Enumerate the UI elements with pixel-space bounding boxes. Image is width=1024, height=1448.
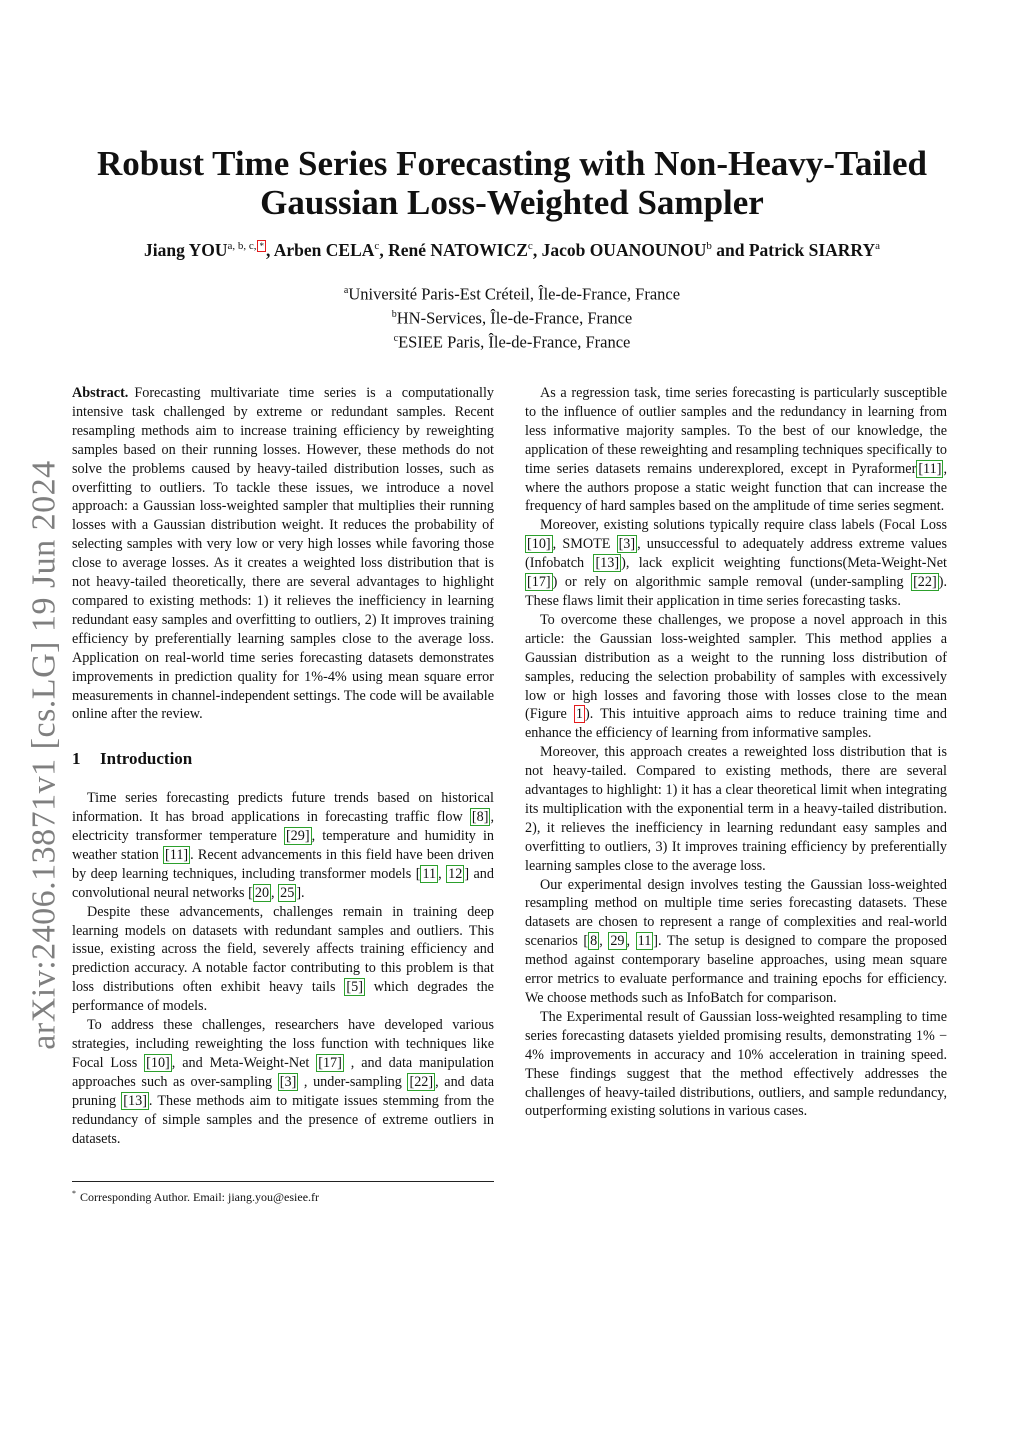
abstract-heading: Abstract. — [72, 385, 129, 401]
citation-link[interactable]: [13] — [595, 555, 620, 572]
paragraph: To address these challenges, researchers have developed various strategies, including reweighting the loss function with techniques like Focal Loss [10] , and Meta-Weight-Net [17] , and data manipulation approaches such as over-sampling [3] , under-sampling [22] , and data pruning [13] . These methods aim to mitigate issues stemming from the redundancy of simple samples and the presence of extreme outliers in datasets. — [72, 1017, 494, 1147]
author-affiliation-mark: a — [875, 240, 880, 253]
author-name: Arben CELA — [273, 240, 375, 260]
paragraph: Moreover, existing solutions typically require class labels (Focal Loss [10] , SMOTE [3] , unsuccessful to adequately address extreme values (Infobatch [13] ), lack explicit weighting functions(Meta-Weight-Net [17] ) or rely on algorithmic sample removal (under-sampling [22] ). These flaws limit their application in time series forecasting tasks. — [525, 517, 947, 609]
affiliation-text: Université Paris-Est Créteil, Île-de-France, France — [348, 284, 681, 304]
footnote-mark: * — [72, 1189, 76, 1198]
affiliation-text: ESIEE Paris, Île-de-France, France — [398, 332, 631, 352]
affiliation-line — [60, 281, 964, 305]
paragraph: As a regression task, time series forecasting is particularly susceptible to the influence of outlier samples and the redundancy in learning from less informative majority samples. To the best of our knowledge, the application of these reweighting and resampling techniques specifically to time series datasets remains underexplored, except in Pyraformer [11] , where the authors propose a static weight function that can increase the frequency of hard samples based on the amplitude of time series segment. — [525, 385, 947, 515]
paragraph: Time series forecasting predicts future trends based on historical information. It has broad applications in forecasting traffic flow [8] , electricity transformer temperature [29] , temperature and humidity in weather station [11] . Recent advancements in this field have been driven by deep learning techniques, including transformer models [ 11 , 12 ] and convolutional neural networks [ 20 , 25 ]. — [72, 790, 495, 901]
figure-reference-link[interactable]: 1 — [575, 706, 583, 723]
affiliation-list — [60, 281, 964, 353]
author-name: Jacob OUANOUNOU — [541, 240, 707, 260]
title-line-2: Gaussian Loss-Weighted Sampler — [260, 183, 764, 222]
citation-link[interactable]: 12 — [448, 865, 463, 882]
author-affiliation-mark: a, b, c, * — [227, 240, 264, 253]
arxiv-identifier — [24, 455, 66, 1055]
citation-link[interactable]: [5] — [346, 979, 363, 996]
right-column — [525, 384, 947, 1121]
author-affiliation-mark: b — [706, 240, 712, 253]
footnote-rule — [72, 1181, 494, 1182]
author-separator: , — [379, 240, 389, 260]
paragraph: Our experimental design involves testing the Gaussian loss-weighted resampling method on multiple time series forecasting datasets. These datasets are chosen to represent a range of complexities and real-world scenarios [ 8 , 29 , 11 ]. The setup is designed to compare the proposed method against contemporary baseline approaches, using mean square error metrics to evaluate performance and training epochs for efficiency. We choose methods such as InfoBatch for comparison. — [525, 876, 948, 1006]
abstract — [72, 384, 494, 724]
paragraph: To overcome these challenges, we propose a novel approach in this article: the Gaussian loss-weighted sampler. This method applies a Gaussian distribution as a weight to the running loss distribution of samples, reducing the selection probability of samples with excessively low or high losses and favoring those with losses close to the mean (Figure 1 ). This intuitive approach aims to reduce training time and enhance the efficiency of learning from informative samples. — [525, 611, 947, 742]
citation-link[interactable]: 29 — [610, 933, 625, 950]
paper-title — [60, 144, 964, 222]
paragraph: Despite these advancements, challenges remain in training deep learning models on datasets with redundant samples and outliers. This issue, existing across the field, severely affects training efficiency and prediction accuracy. A notable factor contributing to this problem is that loss distributions often exhibit heavy tails [5] which degrades the performance of models. — [72, 903, 494, 1015]
citation-link[interactable]: [10] — [527, 536, 551, 553]
section-title: Introduction — [100, 749, 193, 769]
section-heading-introduction — [72, 750, 494, 769]
affiliation-mark: a — [343, 285, 349, 296]
author-name: Patrick SIARRY — [748, 240, 876, 260]
title-line-1: Robust Time Series Forecasting with Non-Heavy-Tailed — [97, 144, 927, 183]
author-name: Jiang YOU — [144, 240, 228, 260]
abstract-text: Forecasting multivariate time series is a computationally intensive task challenged by extreme or redundant samples. Recent resampling methods aim to increase training efficiency by reweighting samples based on their running losses. However, these methods do not solve the problems caused by heavy-tailed distribution losses, such as overfitting to outliers. To tackle these issues, we introduce a novel approach: a Gaussian loss-weighted sampler that multiplies their running losses with a Gaussian distribution weight. It reduces the probability of selecting samples with very low or very high losses while favoring those close to average losses. As it creates a weighted loss distribution that is not heavy-tailed theoretically, there are several advantages to highlight compared to existing methods: 1) it relieves the inefficiency in learning redundant easy samples and overfitting to outliers, 2) It improves training efficiency by preferentially learning samples close to the average loss. Application on real-world time series forecasting datasets demonstrates improvements in prediction quality for 1%-4% using mean square error measurements in channel-independent settings. The code will be available online after the review. — [72, 385, 494, 723]
section-number: 1 — [72, 749, 81, 769]
paragraph: The Experimental result of Gaussian loss-weighted resampling to time series forecasting datasets yielded promising results, demonstrating 1% − 4% improvements in accuracy and 10% acceleration in training speed. These findings suggest that the method effectively addresses the challenges of heavy-tailed distributions, outliers, and sample redundancy, outperforming existing solutions in various cases. — [525, 1008, 947, 1120]
citation-link[interactable]: [22] — [409, 1073, 434, 1090]
citation-link[interactable]: 8 — [590, 933, 598, 950]
left-column — [72, 384, 494, 1148]
footnote — [72, 1186, 494, 1205]
introduction-body — [72, 789, 494, 1148]
affiliation-line — [60, 329, 964, 353]
introduction-body-continued — [525, 384, 947, 1121]
affiliation-line — [60, 305, 964, 329]
author-separator: , — [532, 240, 542, 260]
author-list — [60, 240, 964, 261]
footnote-text: Corresponding Author. Email: jiang.you@esiee.fr — [80, 1190, 320, 1204]
citation-link[interactable]: [17] — [318, 1054, 342, 1071]
citation-link[interactable]: [3] — [279, 1073, 297, 1090]
author-separator: and — [711, 240, 749, 260]
citation-link[interactable]: [10] — [146, 1054, 170, 1071]
citation-link[interactable]: [13] — [123, 1092, 147, 1109]
author-affiliation-mark: c — [527, 240, 533, 253]
citation-link[interactable]: [3] — [618, 536, 636, 553]
citation-link[interactable]: [29] — [285, 828, 310, 845]
affiliation-mark: c — [393, 333, 399, 344]
citation-link[interactable]: 20 — [254, 884, 270, 901]
corresponding-author-link[interactable]: * — [259, 241, 264, 252]
citation-link[interactable]: 11 — [422, 865, 437, 882]
paragraph: Moreover, this approach creates a reweighted loss distribution that is not heavy-tailed. Compared to existing methods, there are several advantages to highlight: 1) it has a clear theoretical limit when integrating its multiplication with the exponential term in a heavy-tailed distribution. 2), it relieves the inefficiency in learning redundant easy samples and overfitting to outliers, 3) It improves training efficiency by preferentially learning samples close to the average loss. — [525, 744, 947, 874]
citation-link[interactable]: [8] — [471, 809, 489, 826]
citation-link[interactable]: [11] — [918, 460, 942, 477]
citation-link[interactable]: 11 — [637, 933, 652, 950]
arxiv-identifier-text: arXiv:2406.13871v1 [cs.LG] 19 Jun 2024 — [26, 460, 64, 1050]
affiliation-mark: b — [391, 309, 397, 320]
affiliation-text: HN-Services, Île-de-France, France — [396, 308, 633, 328]
citation-link[interactable]: [17] — [527, 574, 551, 591]
author-affiliation-mark: c — [374, 240, 380, 253]
author-name: René NATOWICZ — [388, 240, 528, 260]
citation-link[interactable]: [22] — [913, 574, 937, 591]
author-separator: , — [265, 240, 274, 260]
citation-link[interactable]: 25 — [280, 884, 295, 901]
citation-link[interactable]: [11] — [165, 846, 189, 863]
